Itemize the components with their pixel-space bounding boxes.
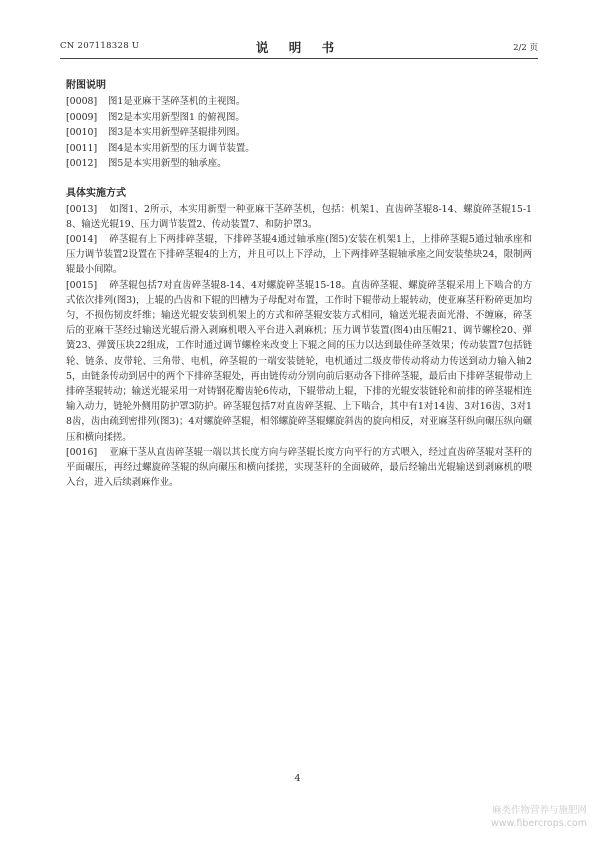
paragraph-text: 碎茎辊有上下两排碎茎辊，下排碎茎辊4通过轴承座(图5)安装在机架1上，上排碎茎辊5通过轴承座和压力调节装置2设置在下排碎茎辊4的上方，并且可以上下浮动，上下两排碎茎辊轴承座之间安装垫块24，限制两辊最小间隙。: [66, 233, 532, 276]
figure-description: 图4是本实用新型的压力调节装置。: [108, 142, 255, 154]
body-paragraph: [66, 278, 532, 445]
embodiment-section-title: 具体实施方式: [66, 187, 126, 199]
page-header: [60, 38, 538, 58]
paragraph-number: [0015]: [66, 279, 98, 291]
figure-item: [66, 125, 532, 141]
embodiment-section: [66, 186, 532, 491]
body-paragraph: [66, 445, 532, 491]
watermark-url: www.fibercrops.com: [490, 818, 587, 829]
header-divider: [60, 58, 538, 59]
figure-description: 图5是本实用新型的轴承座。: [108, 158, 227, 169]
paragraph-text: 碎茎辊包括7对直齿碎茎辊8-14、4对螺旋碎茎辊15-18。直齿碎茎辊、螺旋碎茎辊采用上下啮合的方式依次排列(图3)，上辊的凸齿和下辊的凹槽为子母配对布置，工作时下辊带动上辊转动，使亚麻茎秆粉碎更加均匀，不损伤韧皮纤维；输送光辊安装到机架上的方式和碎茎辊安装方式相同，输送光辊表面光滑、不缠麻，碎茎后的亚麻干茎经过输送光辊后滑入剥麻机喂入平台进入剥麻机；压力调节装置(图4)由压帽21、调节螺栓20、弹簧23、弹簧压块22组成，工作时通过调节螺栓来改变上下辊之间的压力以达到最佳碎茎效果；传动装置7包括链轮、链条、皮带轮、三角带、电机，碎茎辊的一端安装链轮，电机通过二级皮带传动将动力传送到动力输入轴25，由链条传动到居中的两个下排碎茎辊处，再由链传动分别向前后驱动各下排碎茎辊，最后由下排碎茎辊带动上排碎茎辊转动；输送光辊采用一对铸钢花瓣齿轮6传动，下辊带动上辊，下排的光辊安装链轮和前排的碎茎辊相连输入动力，链轮外侧用防护罩3防护。碎茎辊包括7对直齿碎茎辊、上下啮合，其中有1对14齿、3对16齿、3对18齿，齿由疏到密排列(图3)；4对螺旋碎茎辊，相邻螺旋碎茎辊螺旋斜齿的旋向相反，对亚麻茎秆纵向碾压纵向碾压和横向揉搓。: [66, 279, 532, 443]
document-title: 说 明 书: [255, 40, 343, 55]
paragraph-text: 亚麻干茎从直齿碎茎辊一端以其长度方向与碎茎辊长度方向平行的方式喂入，经过直齿碎茎辊对茎秆的平面碾压，再经过螺旋碎茎辊的纵向碾压和横向揉搓，实现茎秆的全面破碎，最后经输出光辊输送到剥麻机的喂入台，进入后续剥麻作业。: [66, 446, 532, 489]
paragraph-number: [0014]: [66, 233, 98, 245]
paragraph-number: [0013]: [66, 203, 98, 215]
body-paragraph: [66, 232, 532, 278]
page-number: 4: [294, 773, 301, 784]
figure-item: [66, 141, 532, 157]
figure-item: [66, 94, 532, 110]
watermark: [491, 804, 587, 830]
paragraph-number: [0008]: [66, 96, 98, 107]
page-indicator: 2/2 页: [513, 43, 538, 53]
figures-section-title: 附图说明: [66, 80, 106, 91]
figures-section: [66, 78, 532, 172]
paragraph-number: [0012]: [66, 158, 98, 169]
paragraph-number: [0016]: [66, 446, 98, 458]
paragraph-number: [0011]: [66, 142, 98, 154]
watermark-site-name: 麻类作物营养与施肥网: [491, 805, 587, 816]
body-paragraph: [66, 202, 532, 232]
figure-item: [66, 110, 532, 126]
patent-number: CN 207118328 U: [60, 41, 140, 51]
document-body: [66, 78, 532, 490]
section-spacer: [66, 172, 532, 186]
paragraph-text: 如图1、2所示，本实用新型一种亚麻干茎碎茎机，包括：机架1、直齿碎茎辊8-14、螺旋碎茎辊15-18、输送光辊19、压力调节装置2、传动装置7、和防护罩3。: [66, 203, 532, 230]
figure-description: 图3是本实用新型碎茎辊排列图。: [108, 127, 246, 138]
figure-item: [66, 156, 532, 172]
figure-description: 图1是亚麻干茎碎茎机的主视图。: [108, 96, 246, 107]
figure-description: 图2是本实用新型图1 的俯视图。: [108, 111, 245, 123]
paragraph-number: [0010]: [66, 127, 98, 138]
paragraph-number: [0009]: [66, 111, 98, 123]
